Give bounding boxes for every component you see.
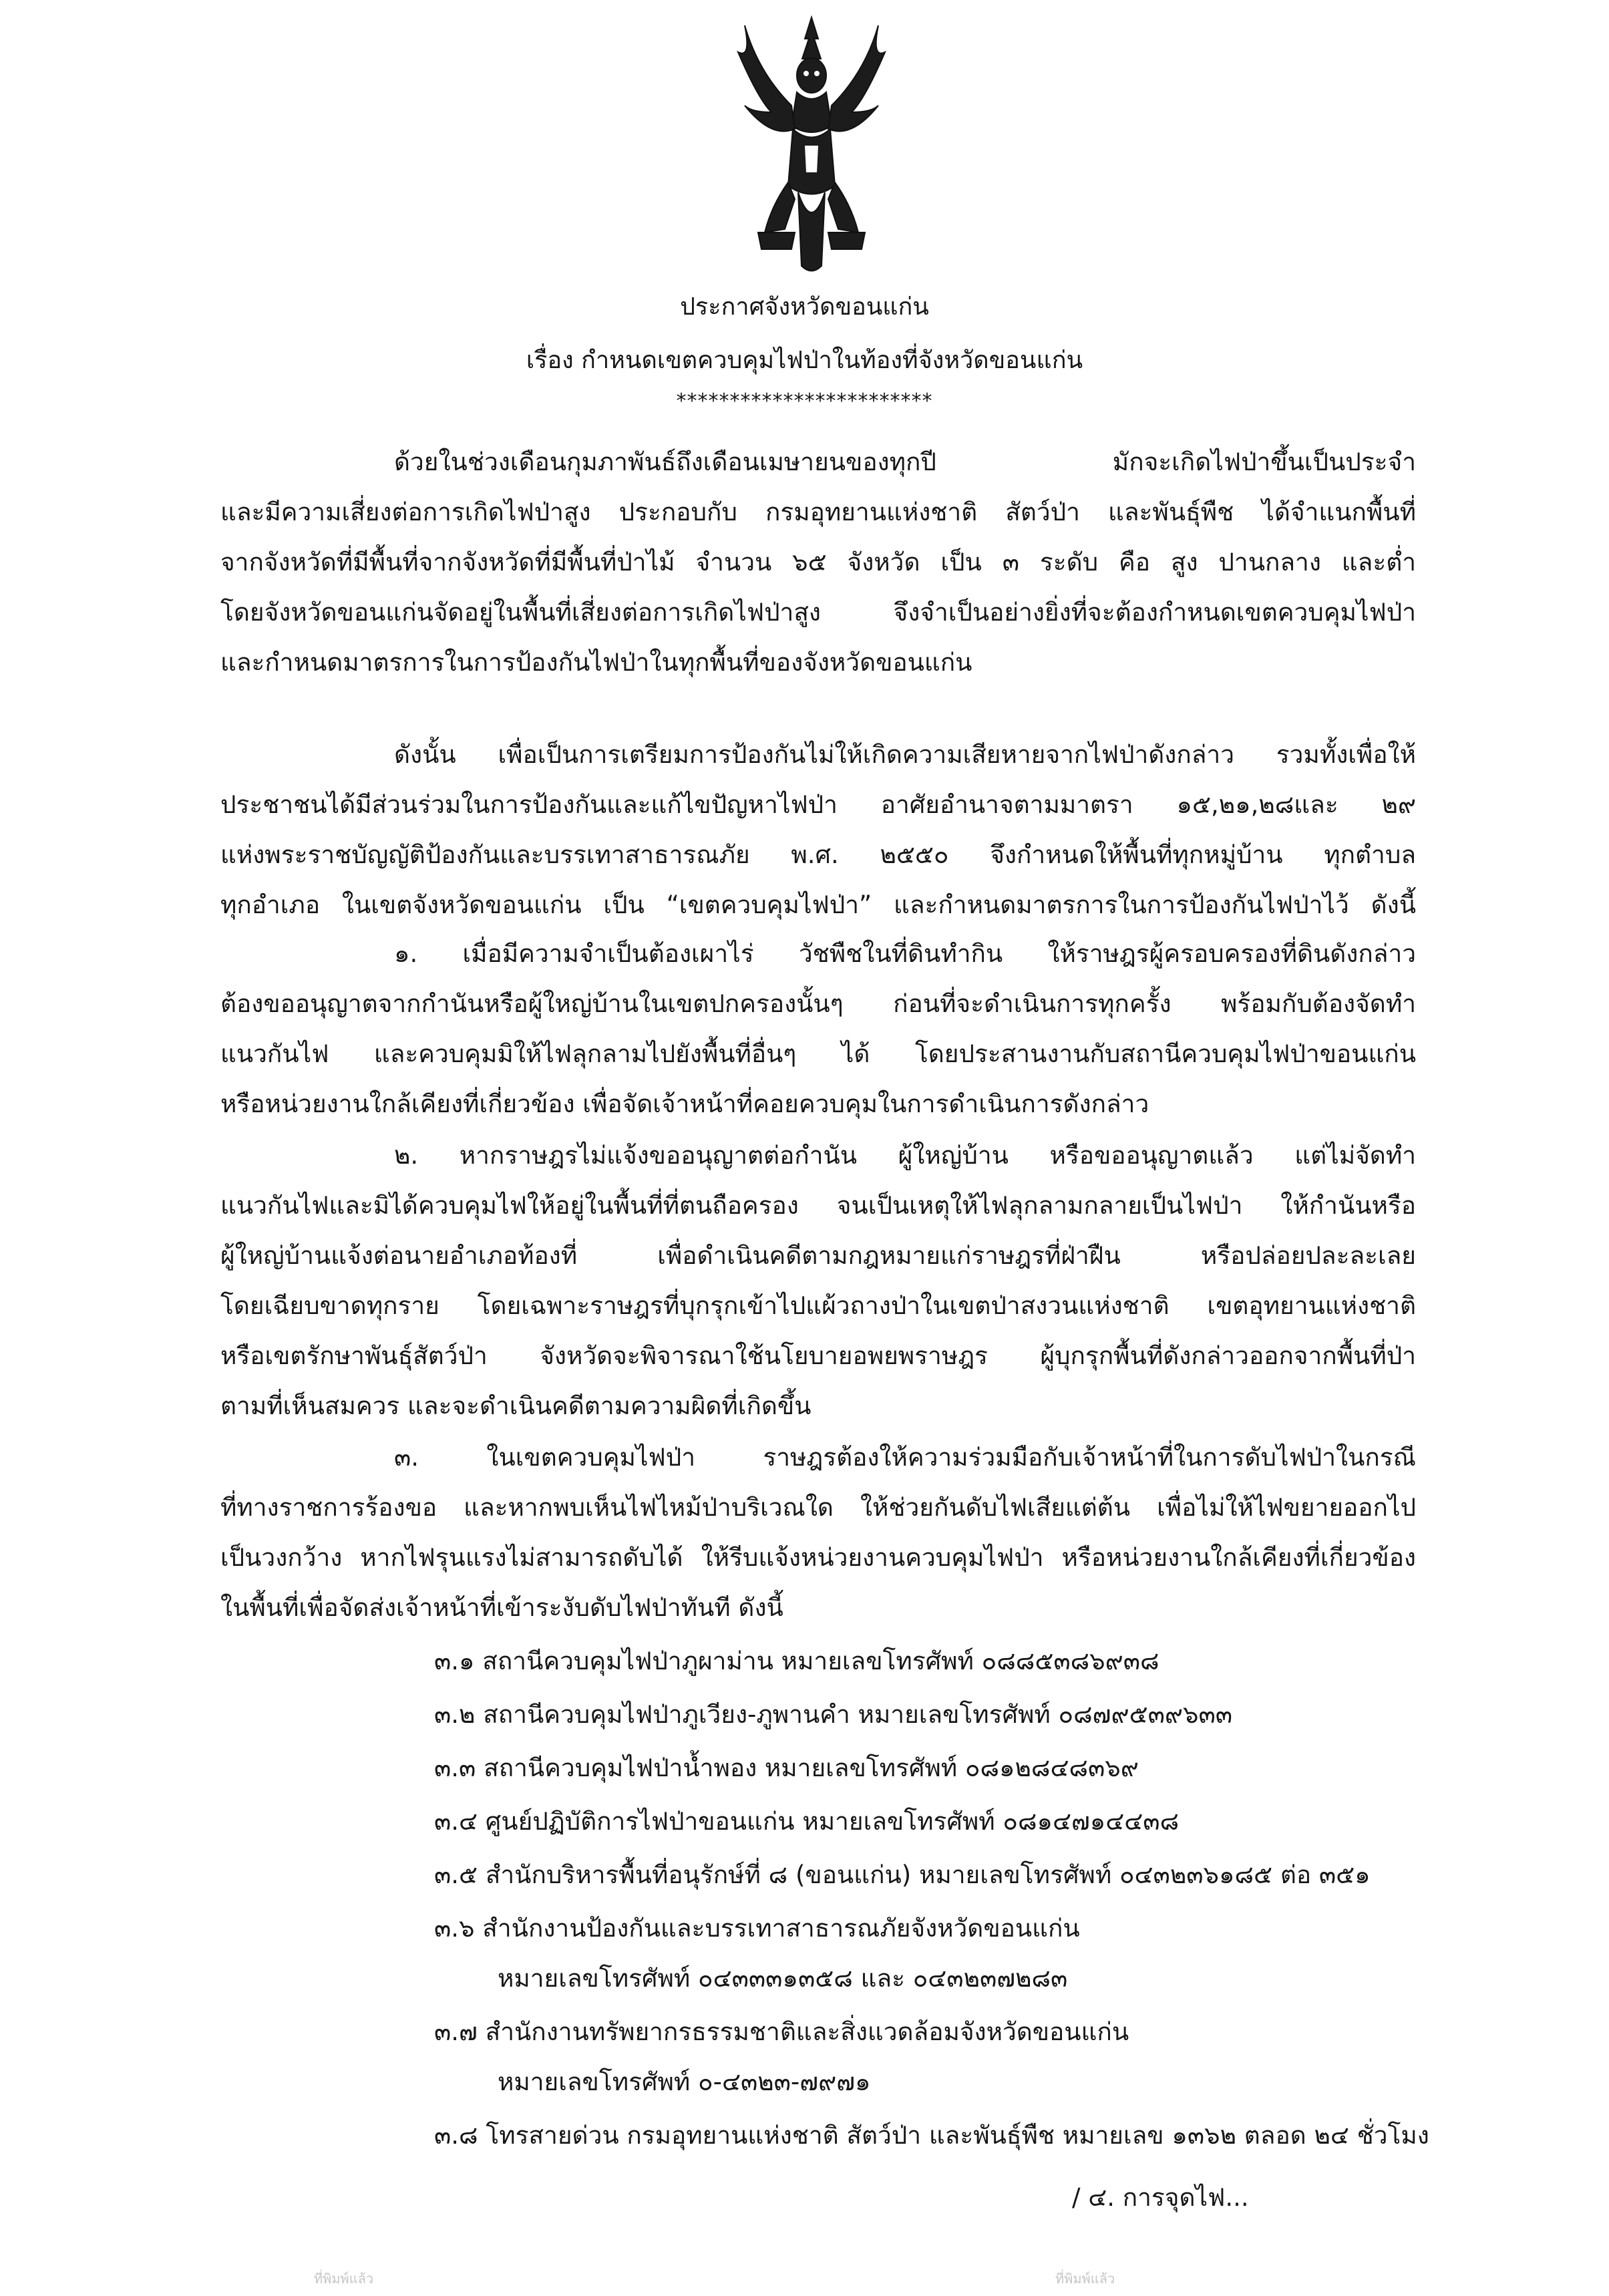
item3-line: ในพื้นที่เพื่อจัดส่งเจ้าหน้าที่เข้าระงับดับไฟป่าทันที ดังนี้	[220, 1593, 783, 1622]
item1-line: หรือหน่วยงานใกล้เคียงที่เกี่ยวข้อง เพื่อจัดเจ้าหน้าที่คอยควบคุมในการดำเนินการดังกล่าว	[220, 1090, 1149, 1118]
contact-item: ๓.๗ สำนักงานทรัพยากรธรรมชาติและสิ่งแวดล้อมจังหวัดขอนแก่น	[434, 2017, 1129, 2046]
footer-stamp: ที่พิมพ์แล้ว	[314, 2271, 374, 2287]
footer-stamp: ที่พิมพ์แล้ว	[1055, 2271, 1115, 2287]
item2-line: ๒. หากราษฎรไม่แจ้งขออนุญาตต่อกำนัน ผู้ใหญ่บ้าน หรือขออนุญาตแล้ว แต่ไม่จัดทำ	[394, 1141, 1416, 1170]
contact-item-phone: หมายเลขโทรศัพท์ ๐๔๓๓๓๑๓๕๘ และ ๐๔๓๒๓๗๒๘๓	[498, 1964, 1068, 1993]
paragraph1-line: โดยจังหวัดขอนแก่นจัดอยู่ในพื้นที่เสี่ยงต่อการเกิดไฟป่าสูง จึงจำเป็นอย่างยิ่งที่จะต้องกำหนดเขตควบคุมไฟป่า	[220, 598, 1416, 627]
item3-line: เป็นวงกว้าง หากไฟรุนแรงไม่สามารถดับได้ ให้รีบแจ้งหน่วยงานควบคุมไฟป่า หรือหน่วยงานใกล้เคียงที่เกี่ยวข้อง	[220, 1543, 1416, 1572]
contact-item: ๓.๔ ศูนย์ปฏิบัติการไฟป่าขอนแก่น หมายเลขโทรศัพท์ ๐๘๑๔๗๑๔๔๓๘	[434, 1807, 1180, 1836]
paragraph1-line: และมีความเสี่ยงต่อการเกิดไฟป่าสูง ประกอบกับ กรมอุทยานแห่งชาติ สัตว์ป่า และพันธุ์พืช ได้จำแนกพื้นที่	[220, 498, 1416, 526]
contact-item: ๓.๘ โทรสายด่วน กรมอุทยานแห่งชาติ สัตว์ป่า และพันธุ์พืช หมายเลข ๑๓๖๒ ตลอด ๒๔ ชั่วโมง	[434, 2121, 1429, 2150]
contact-item: ๓.๒ สถานีควบคุมไฟป่าภูเวียง-ภูพานคำ หมายเลขโทรศัพท์ ๐๘๗๙๕๓๙๖๓๓	[434, 1700, 1233, 1729]
paragraph2-line: ประชาชนได้มีส่วนร่วมในการป้องกันและแก้ไขปัญหาไฟป่า อาศัยอำนาจตามมาตรา ๑๕,๒๑,๒๘และ ๒๙	[220, 790, 1416, 819]
contact-item-phone: หมายเลขโทรศัพท์ ๐-๔๓๒๓-๗๙๗๑	[498, 2068, 871, 2096]
item2-line: แนวกันไฟและมิได้ควบคุมไฟให้อยู่ในพื้นที่ที่ตนถือครอง จนเป็นเหตุให้ไฟลุกลามกลายเป็นไฟป่า ให้กำนันหรือ	[220, 1191, 1416, 1220]
paragraph2-line: ดังนั้น เพื่อเป็นการเตรียมการป้องกันไม่ให้เกิดความเสียหายจากไฟป่าดังกล่าว รวมทั้งเพื่อให้	[394, 740, 1416, 769]
item1-line: แนวกันไฟ และควบคุมมิให้ไฟลุกลามไปยังพื้นที่อื่นๆ ได้ โดยประสานงานกับสถานีควบคุมไฟป่าขอนแก่น	[220, 1039, 1416, 1068]
contact-item: ๓.๑ สถานีควบคุมไฟป่าภูผาม่าน หมายเลขโทรศัพท์ ๐๘๘๕๓๘๖๙๓๘	[434, 1647, 1159, 1675]
paragraph2-line: ทุกอำเภอ ในเขตจังหวัดขอนแก่น เป็น “เขตควบคุมไฟป่า” และกำหนดมาตรการในการป้องกันไฟป่าไว้ ดังนี้	[220, 890, 1416, 919]
announcement-title: ประกาศจังหวัดขอนแก่น	[680, 293, 929, 321]
item2-line: หรือเขตรักษาพันธุ์สัตว์ป่า จังหวัดจะพิจารณาใช้นโยบายอพยพราษฎร ผู้บุกรุกพื้นที่ดังกล่าวออกจากพื้นที่ป่า	[220, 1341, 1416, 1370]
paragraph1-line: จากจังหวัดที่มีพื้นที่จากจังหวัดที่มีพื้นที่ป่าไม้ จำนวน ๖๕ จังหวัด เป็น ๓ ระดับ คือ สูง ปานกลาง และต่ำ	[220, 548, 1416, 577]
header-separator: ************************	[676, 389, 933, 413]
continuation-note: / ๔. การจุดไฟ...	[1072, 2183, 1249, 2212]
announcement-subject: เรื่อง กำหนดเขตควบคุมไฟป่าในท้องที่จังหวัดขอนแก่น	[526, 347, 1083, 374]
garuda-emblem-icon	[731, 12, 892, 279]
item3-line: ๓. ในเขตควบคุมไฟป่า ราษฎรต้องให้ความร่วมมือกับเจ้าหน้าที่ในการดับไฟป่าในกรณี	[394, 1443, 1416, 1472]
item1-line: ต้องขออนุญาตจากกำนันหรือผู้ใหญ่บ้านในเขตปกครองนั้นๆ ก่อนที่จะดำเนินการทุกครั้ง พร้อมกับต้องจัดทำ	[220, 989, 1416, 1018]
item1-line: ๑. เมื่อมีความจำเป็นต้องเผาไร่ วัชพืชในที่ดินทำกิน ให้ราษฎรผู้ครอบครองที่ดินดังกล่าว	[394, 939, 1416, 968]
paragraph2-line: แห่งพระราชบัญญัติป้องกันและบรรเทาสาธารณภัย พ.ศ. ๒๕๕๐ จึงกำหนดให้พื้นที่ทุกหมู่บ้าน ทุกตำบล	[220, 840, 1416, 869]
item3-line: ที่ทางราชการร้องขอ และหากพบเห็นไฟไหม้ป่าบริเวณใด ให้ช่วยกันดับไฟเสียแต่ต้น เพื่อไม่ให้ไฟขยายออกไป	[220, 1493, 1416, 1522]
item2-line: ผู้ใหญ่บ้านแจ้งต่อนายอำเภอท้องที่ เพื่อดำเนินคดีตามกฎหมายแก่ราษฎรที่ฝ่าฝืน หรือปล่อยปละละเลย	[220, 1241, 1416, 1270]
contact-item: ๓.๕ สำนักบริหารพื้นที่อนุรักษ์ที่ ๘ (ขอนแก่น) หมายเลขโทรศัพท์ ๐๔๓๒๓๖๑๘๕ ต่อ ๓๕๑	[434, 1860, 1371, 1889]
paragraph1-line: ด้วยในช่วงเดือนกุมภาพันธ์ถึงเดือนเมษายนของทุกปี มักจะเกิดไฟป่าขึ้นเป็นประจำ	[394, 448, 1416, 476]
item2-line: ตามที่เห็นสมควร และจะดำเนินคดีตามความผิดที่เกิดขึ้น	[220, 1391, 812, 1420]
contact-item: ๓.๖ สำนักงานป้องกันและบรรเทาสาธารณภัยจังหวัดขอนแก่น	[434, 1914, 1080, 1943]
paragraph1-line: และกำหนดมาตรการในการป้องกันไฟป่าในทุกพื้นที่ของจังหวัดขอนแก่น	[220, 648, 972, 677]
item2-line: โดยเฉียบขาดทุกราย โดยเฉพาะราษฎรที่บุกรุกเข้าไปแผ้วถางป่าในเขตป่าสงวนแห่งชาติ เขตอุทยานแห่งชาติ	[220, 1291, 1416, 1320]
contact-item: ๓.๓ สถานีควบคุมไฟป่าน้ำพอง หมายเลขโทรศัพท์ ๐๘๑๒๘๔๘๓๖๙	[434, 1754, 1139, 1782]
